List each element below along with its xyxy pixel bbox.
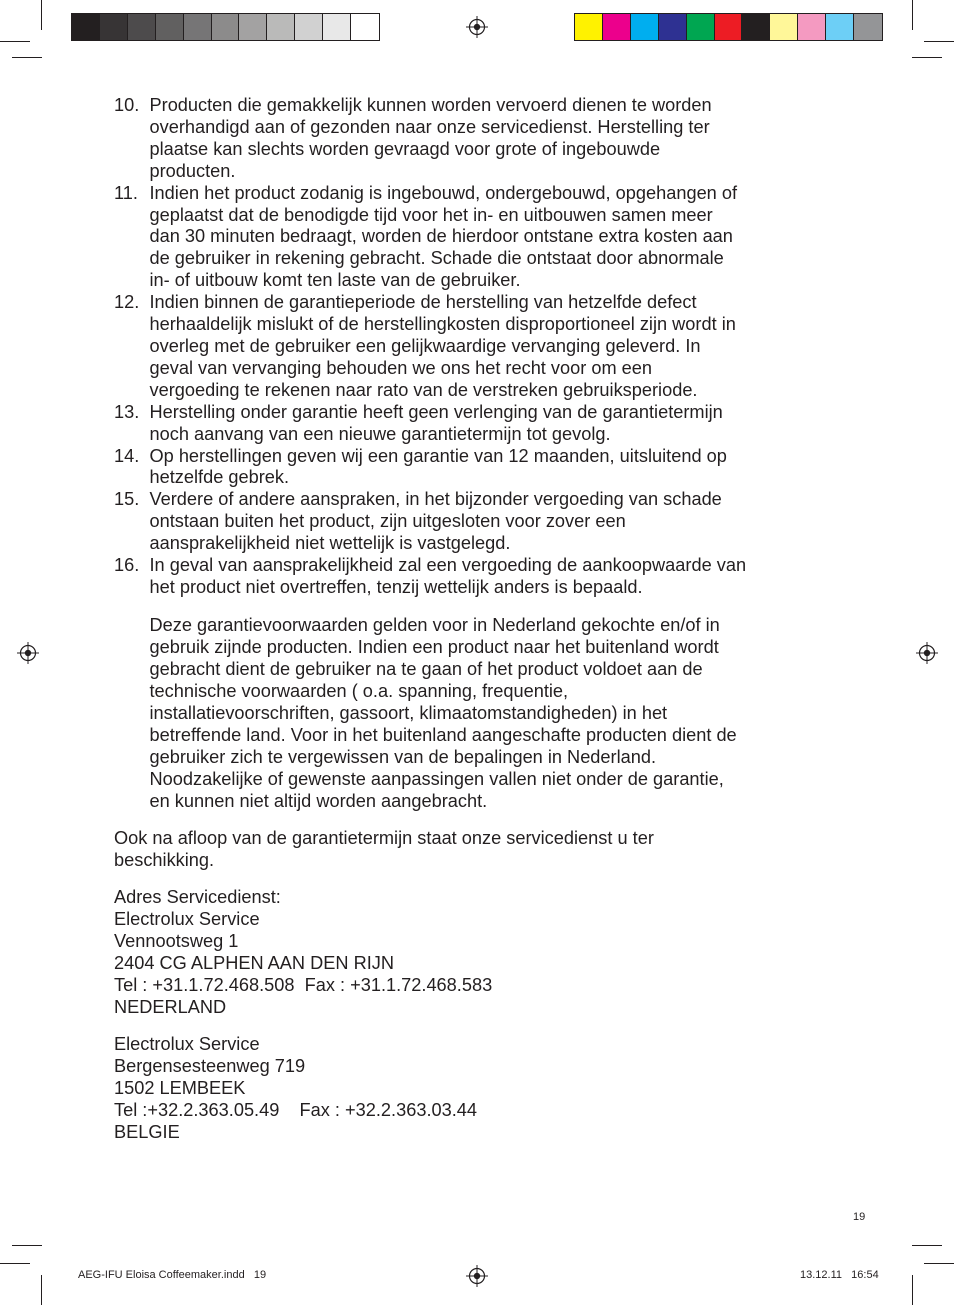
condition-number: 14. [114, 445, 140, 466]
condition-text-line: Indien het product zodanig is ingebouwd, ondergebouwd, opgehangen of [149, 182, 738, 203]
address-line: 1502 LEMBEEK [114, 1078, 246, 1099]
address-line: Bergensesteenweg 719 [114, 1056, 306, 1077]
validity-text-line: gebruiker zich te vergewissen van de bepalingen in Nederland. [149, 746, 657, 767]
condition-text-line: producten. [149, 160, 236, 181]
address-line: Tel : +31.1.72.468.508 Fax : +31.1.72.468.583 [114, 974, 493, 995]
condition-text-line: Op herstellingen geven wij een garantie van 12 maanden, uitsluitend op [149, 445, 727, 466]
address-line: NEDERLAND [114, 996, 227, 1017]
gray-swatch [184, 14, 212, 40]
condition-text-line: herhaaldelijk mislukt of de herstellingkosten disproportioneel zijn wordt in [149, 314, 736, 335]
condition-text-line: Herstelling onder garantie heeft geen verlenging van de garantietermijn [149, 401, 723, 422]
process-swatch [631, 14, 659, 40]
warranty-text [114, 95, 814, 1144]
address-line: Vennootsweg 1 [114, 931, 239, 952]
validity-text-line: en kunnen niet altijd worden aangebracht. [149, 790, 488, 811]
slug-datetime: 13.12.11 16:54 [800, 1269, 879, 1281]
process-swatch [575, 14, 603, 40]
gray-swatch [212, 14, 240, 40]
process-swatch [854, 14, 882, 40]
condition-text-line: overhandigd aan of gezonden naar onze servicedienst. Herstelling ter [149, 116, 710, 137]
validity-text-line: installatievoorschriften, gassoort, klimaatomstandigheden) in het [149, 702, 668, 723]
condition-text-line: hetzelfde gebrek. [149, 467, 290, 488]
condition-item [114, 402, 814, 446]
after-warranty-paragraph [114, 828, 814, 872]
validity-text-line: Deze garantievoorwaarden gelden voor in Nederland gekochte en/of in [149, 615, 720, 636]
condition-number: 11. [114, 182, 138, 203]
service-address-belgium [114, 1034, 814, 1144]
condition-text-line: Producten die gemakkelijk kunnen worden vervoerd dienen te worden [149, 95, 712, 115]
condition-text-line: dan 30 minuten bedraagt, worden de hierdoor ontstane extra kosten aan [149, 226, 733, 247]
validity-text-line: Noodzakelijke of gewenste aanpassingen vallen niet onder de garantie, [149, 768, 724, 789]
process-swatch [715, 14, 743, 40]
process-color-bar [574, 13, 883, 41]
gray-swatch [156, 14, 184, 40]
gray-swatch [128, 14, 156, 40]
condition-text-line: In geval van aansprakelijkheid zal een vergoeding de aankoopwaarde van [149, 555, 747, 576]
gray-swatch [351, 14, 379, 40]
validity-text-line: gebruik zijnde producten. Indien een product naar het buitenland wordt [149, 637, 719, 658]
process-swatch [603, 14, 631, 40]
condition-item [114, 183, 814, 293]
gray-swatch [267, 14, 295, 40]
gray-swatch [72, 14, 100, 40]
condition-number: 13. [114, 401, 140, 422]
condition-item [114, 95, 814, 183]
page-number: 19 [853, 1211, 866, 1223]
validity-text-line: betreffende land. Voor in het buitenland aangeschafte producten dient de [149, 724, 737, 745]
validity-text-line: technische voorwaarden ( o.a. spanning, frequentie, [149, 681, 569, 702]
condition-item [114, 292, 814, 402]
after-warranty-text-line: Ook na afloop van de garantietermijn staat onze servicedienst u ter [114, 828, 654, 848]
grayscale-color-bar [71, 13, 380, 41]
address-line: Electrolux Service [114, 1034, 260, 1055]
gray-swatch [100, 14, 128, 40]
condition-text-line: aansprakelijkheid niet wettelijk is vastgelegd. [149, 533, 511, 554]
registration-mark-icon [17, 642, 39, 664]
condition-number: 15. [114, 489, 140, 510]
process-swatch [826, 14, 854, 40]
condition-item [114, 489, 814, 555]
condition-text-line: noch aanvang van een nieuwe garantietermijn tot gevolg. [149, 423, 611, 444]
registration-mark-icon [466, 1265, 488, 1287]
address-line: 2404 CG ALPHEN AAN DEN RIJN [114, 953, 394, 974]
gray-swatch [295, 14, 323, 40]
validity-text-line: gebracht dient de gebruiker na te gaan of het product voldoet aan de [149, 659, 703, 680]
condition-number: 16. [114, 555, 140, 576]
condition-text-line: in- of uitbouw komt ten laste van de gebruiker. [149, 270, 521, 291]
condition-text-line: overleg met de gebruiker een gelijkwaardige vervanging geleverd. In [149, 335, 701, 356]
service-address-netherlands [114, 887, 814, 1018]
gray-swatch [239, 14, 267, 40]
condition-text-line: Indien binnen de garantieperiode de herstelling van hetzelfde defect [149, 292, 697, 313]
after-warranty-text-line: beschikking. [114, 849, 215, 870]
validity-paragraph [114, 615, 814, 812]
process-swatch [742, 14, 770, 40]
condition-text-line: geval van vervanging behouden we ons het recht voor om een [149, 357, 653, 378]
condition-text-line: het product niet overtreffen, tenzij wettelijk anders is bepaald. [149, 576, 643, 597]
condition-number: 10. [114, 95, 140, 115]
condition-text-line: ontstaan buiten het product, zijn uitgesloten voor zover een [149, 511, 626, 532]
condition-text-line: vergoeding te rekenen naar rato van de verstreken gebruiksperiode. [149, 379, 698, 400]
condition-item [114, 446, 814, 490]
process-swatch [659, 14, 687, 40]
condition-text-line: plaatse kan slechts worden gevraagd voor grote of ingebouwde [149, 138, 661, 159]
condition-text-line: de gebruiker in rekening gebracht. Schade die ontstaat door abnormale [149, 248, 724, 269]
gray-swatch [323, 14, 351, 40]
condition-text-line: Verdere of andere aanspraken, in het bijzonder vergoeding van schade [149, 489, 722, 510]
address-line: Adres Servicedienst: [114, 887, 281, 908]
condition-item [114, 555, 814, 599]
registration-mark-icon [916, 642, 938, 664]
process-swatch [687, 14, 715, 40]
warranty-conditions-list [114, 95, 814, 599]
process-swatch [770, 14, 798, 40]
condition-text-line: geplaatst dat de benodigde tijd voor het in- en uitbouwen samen meer [149, 204, 713, 225]
condition-number: 12. [114, 292, 140, 313]
registration-mark-icon [466, 16, 488, 38]
address-line: Tel :+32.2.363.05.49 Fax : +32.2.363.03.44 [114, 1099, 478, 1120]
address-line: BELGIE [114, 1121, 180, 1142]
slug-file-name: AEG-IFU Eloisa Coffeemaker.indd 19 [78, 1269, 267, 1281]
process-swatch [798, 14, 826, 40]
address-line: Electrolux Service [114, 909, 260, 930]
